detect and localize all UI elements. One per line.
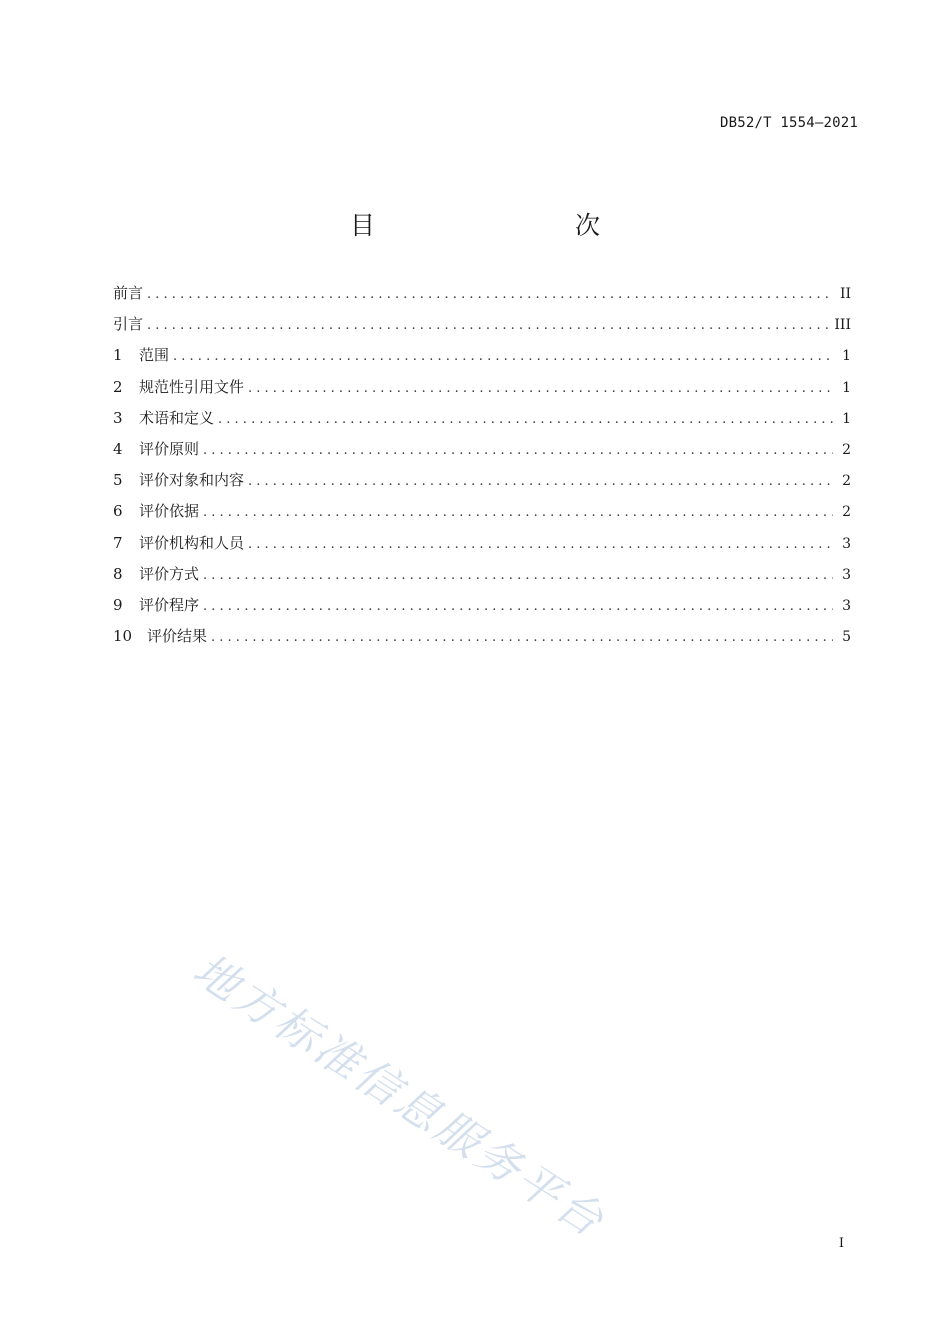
toc-entry-5[interactable] <box>113 469 851 500</box>
toc-entry-introduction[interactable] <box>113 313 851 344</box>
toc-leader-dots <box>147 318 830 333</box>
toc-entry-page: 3 <box>842 535 851 552</box>
toc-entry-page: 2 <box>842 441 851 458</box>
toc-leader-dots <box>248 537 833 552</box>
toc-entry-label: 引言 <box>113 315 144 334</box>
toc-entry-page: 5 <box>842 629 851 646</box>
toc-leader-dots <box>248 381 833 396</box>
toc-entry-label: 评价原则 <box>139 439 200 458</box>
toc-entry-page: 3 <box>842 566 851 583</box>
page-number: I <box>838 1236 844 1251</box>
toc-entry-6[interactable] <box>113 500 851 531</box>
toc-entry-1[interactable] <box>113 344 851 375</box>
toc-entry-label: 评价依据 <box>139 502 200 521</box>
toc-leader-dots <box>218 412 833 427</box>
toc-entry-page: 2 <box>842 504 851 521</box>
toc-entry-foreword[interactable] <box>113 282 851 313</box>
toc-entry-label: 评价对象和内容 <box>139 471 245 490</box>
standard-code: DB52/T 1554—2021 <box>719 115 858 131</box>
toc-entry-number: 8 <box>113 564 123 583</box>
toc-entry-number: 1 <box>113 346 123 365</box>
toc-entry-3[interactable] <box>113 407 851 438</box>
toc-entry-number: 10 <box>113 627 133 646</box>
toc-entry-label: 评价程序 <box>139 595 200 614</box>
toc-entry-number: 4 <box>113 439 123 458</box>
toc-entry-label: 评价机构和人员 <box>139 533 245 552</box>
toc-entry-page: II <box>839 286 851 302</box>
toc-entry-label: 规范性引用文件 <box>139 377 245 396</box>
toc-entry-number: 2 <box>113 377 123 396</box>
toc-entry-9[interactable] <box>113 594 851 625</box>
watermark: 地方标准信息服务平台 <box>184 944 615 1249</box>
toc-entry-page: 3 <box>842 597 851 614</box>
toc-entry-page: III <box>834 317 851 334</box>
toc-entry-2[interactable] <box>113 376 851 407</box>
toc-entry-page: 1 <box>842 379 851 396</box>
toc-entry-number: 3 <box>113 408 123 427</box>
toc-entry-label: 评价方式 <box>139 564 200 583</box>
toc-leader-dots <box>203 599 833 614</box>
toc-leader-dots <box>248 474 833 489</box>
toc-leader-dots <box>203 505 833 520</box>
toc-entry-number: 7 <box>113 533 123 552</box>
toc-entry-label: 范围 <box>139 346 170 365</box>
toc-leader-dots <box>211 630 833 645</box>
toc-entry-number: 5 <box>113 471 123 490</box>
toc-entry-label: 术语和定义 <box>139 408 215 427</box>
toc-entry-label: 评价结果 <box>147 627 208 646</box>
toc-entry-8[interactable] <box>113 563 851 594</box>
toc-leader-dots <box>147 287 833 302</box>
toc-entry-10[interactable] <box>113 625 851 656</box>
toc-entry-page: 1 <box>842 348 851 365</box>
toc-leader-dots <box>173 349 833 364</box>
toc-entry-4[interactable] <box>113 438 851 469</box>
toc-entry-page: 1 <box>842 410 851 427</box>
toc-leader-dots <box>203 443 833 458</box>
toc-title: 目 次 <box>349 211 650 240</box>
toc-entry-label: 前言 <box>113 284 144 302</box>
toc-leader-dots <box>203 568 833 583</box>
table-of-contents <box>113 282 851 656</box>
toc-entry-page: 2 <box>842 473 851 490</box>
toc-entry-number: 9 <box>113 595 123 614</box>
toc-entry-7[interactable] <box>113 532 851 563</box>
toc-entry-number: 6 <box>113 502 123 521</box>
